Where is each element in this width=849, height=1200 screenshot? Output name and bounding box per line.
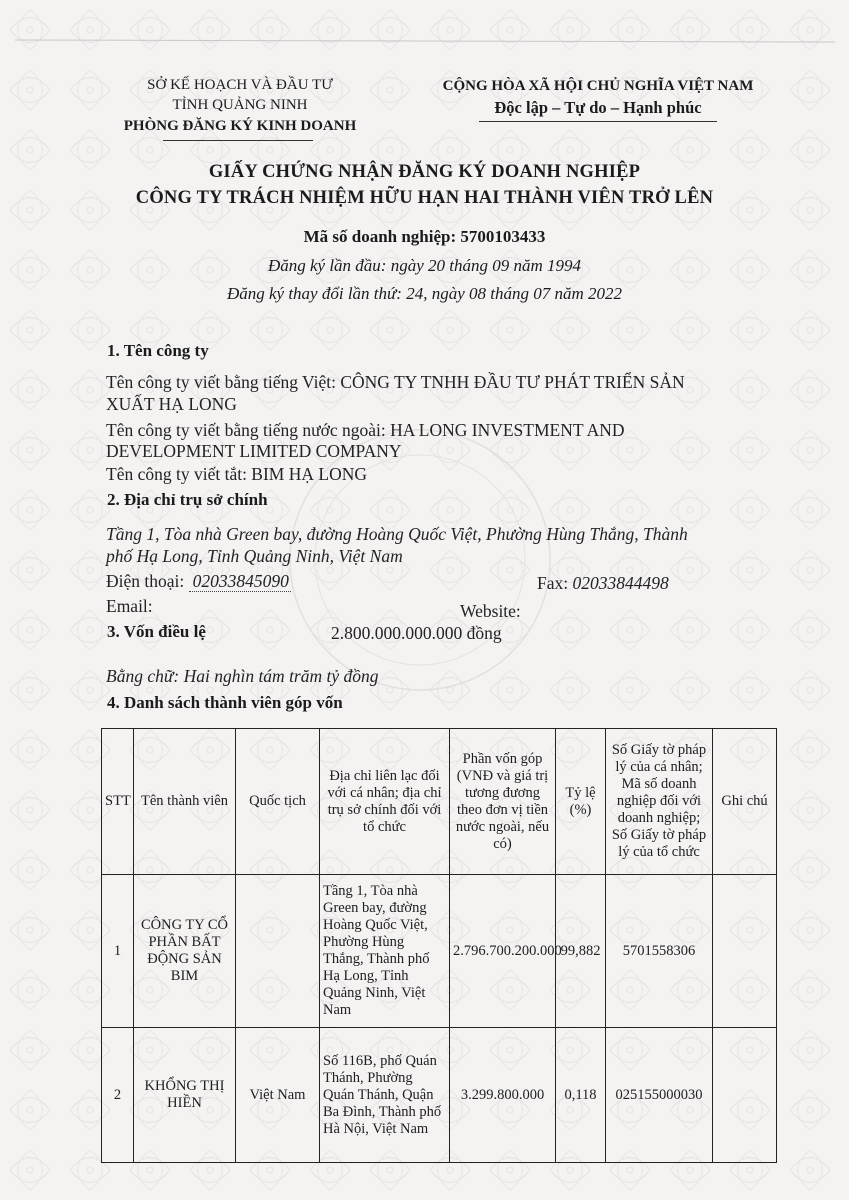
column-header-capital: Phần vốn góp (VNĐ và giá trị tương đương theo đơn vị tiền nước ngoài, nếu có) [450, 729, 556, 875]
section-3-heading: 3. Vốn điều lệ [107, 622, 206, 641]
column-header-ratio: Tỷ lệ (%) [556, 729, 606, 875]
column-header-nationality: Quốc tịch [236, 729, 320, 875]
agency-line-1: SỞ KẾ HOẠCH VÀ ĐẦU TƯ [147, 77, 333, 93]
cell-nationality: Việt Nam [236, 1028, 320, 1163]
cell-note [713, 875, 777, 1028]
cell-legal-id: 025155000030 [606, 1028, 713, 1163]
table-row [102, 875, 777, 1028]
cell-nationality [236, 875, 320, 1028]
cell-ratio: 0,118 [556, 1028, 606, 1163]
change-registration-date: Đăng ký thay đổi lần thứ: 24, ngày 08 tháng 07 năm 2022 [226, 284, 623, 303]
column-header-address: Địa chỉ liên lạc đối với cá nhân; địa chỉ trụ sở chính đối với tổ chức [320, 729, 450, 875]
cell-ratio: 99,882 [556, 875, 606, 1028]
vietnamese-name-line-2: XUẤT HẠ LONG [106, 394, 237, 414]
email-label: Email: [106, 596, 153, 616]
section-4-heading: 4. Danh sách thành viên góp vốn [107, 693, 343, 712]
section-1-heading: 1. Tên công ty [107, 341, 209, 360]
fax-row [537, 573, 669, 594]
cell-member-name: CÔNG TY CỔ PHẦN BẤT ĐỘNG SẢN BIM [134, 875, 236, 1028]
website-label: Website: [460, 601, 521, 621]
capital-in-words: Bằng chữ: Hai nghìn tám trăm tỷ đồng [106, 666, 379, 686]
address-line-1: Tầng 1, Tòa nhà Green bay, đường Hoàng Quốc Việt, Phường Hùng Thắng, Thành [106, 524, 688, 544]
cell-stt: 2 [102, 1028, 134, 1163]
section-2-heading: 2. Địa chỉ trụ sở chính [107, 490, 268, 509]
company-type-title: CÔNG TY TRÁCH NHIỆM HỮU HẠN HAI THÀNH VIÊN TRỞ LÊN [135, 188, 714, 208]
foreign-name-line-1: Tên công ty viết bằng tiếng nước ngoài: HA LONG INVESTMENT AND [106, 420, 625, 440]
enterprise-code: Mã số doanh nghiệp: 5700103433 [303, 227, 546, 246]
certificate-title: GIẤY CHỨNG NHẬN ĐĂNG KÝ DOANH NGHIỆP [208, 162, 641, 182]
cell-address: Số 116B, phố Quán Thánh, Phường Quán Thánh, Quận Ba Đình, Thành phố Hà Nội, Việt Nam [320, 1028, 450, 1163]
agency-line-3: PHÒNG ĐĂNG KÝ KINH DOANH [123, 118, 357, 134]
phone-value: 02033845090 [189, 571, 291, 592]
motto-line: Độc lập – Tự do – Hạnh phúc [494, 98, 702, 117]
agency-line-2: TỈNH QUẢNG NINH [172, 97, 308, 113]
column-header-member-name: Tên thành viên [134, 729, 236, 875]
column-header-legal-id: Số Giấy tờ pháp lý của cá nhân; Mã số doanh nghiệp đối với doanh nghiệp; Số Giấy tờ pháp lý của tổ chức [606, 729, 713, 875]
cell-legal-id: 5701558306 [606, 875, 713, 1028]
first-registration-date: Đăng ký lần đầu: ngày 20 tháng 09 năm 1994 [267, 256, 582, 275]
cell-address: Tầng 1, Tòa nhà Green bay, đường Hoàng Quốc Việt, Phường Hùng Thắng, Thành phố Hạ Long, Tỉnh Quảng Ninh, Việt Nam [320, 875, 450, 1028]
cell-note [713, 1028, 777, 1163]
fax-value: 02033844498 [572, 573, 669, 593]
column-header-note: Ghi chú [713, 729, 777, 875]
charter-capital: 2.800.000.000.000 đồng [331, 623, 502, 643]
phone-row [106, 571, 291, 592]
republic-line: CỘNG HÒA XÃ HỘI CHỦ NGHĨA VIỆT NAM [442, 78, 754, 94]
table-header-row [102, 729, 777, 875]
cell-capital: 3.299.800.000 [450, 1028, 556, 1163]
column-header-stt: STT [102, 729, 134, 875]
short-name: Tên công ty viết tắt: BIM HẠ LONG [106, 464, 367, 484]
table-row [102, 1028, 777, 1163]
fax-label: Fax: [537, 573, 569, 593]
motto-underline [479, 121, 717, 122]
agency-underline [163, 140, 313, 141]
vietnamese-name-line-1: Tên công ty viết bằng tiếng Việt: CÔNG TY TNHH ĐẦU TƯ PHÁT TRIỂN SẢN [106, 372, 685, 392]
cell-capital: 2.796.700.200.000 [450, 875, 556, 1028]
cell-member-name: KHỔNG THỊ HIỀN [134, 1028, 236, 1163]
foreign-name-line-2: DEVELOPMENT LIMITED COMPANY [106, 441, 402, 461]
members-table [101, 728, 777, 1163]
cell-stt: 1 [102, 875, 134, 1028]
address-line-2: phố Hạ Long, Tỉnh Quảng Ninh, Việt Nam [106, 546, 403, 566]
phone-label: Điện thoại: [106, 571, 185, 591]
